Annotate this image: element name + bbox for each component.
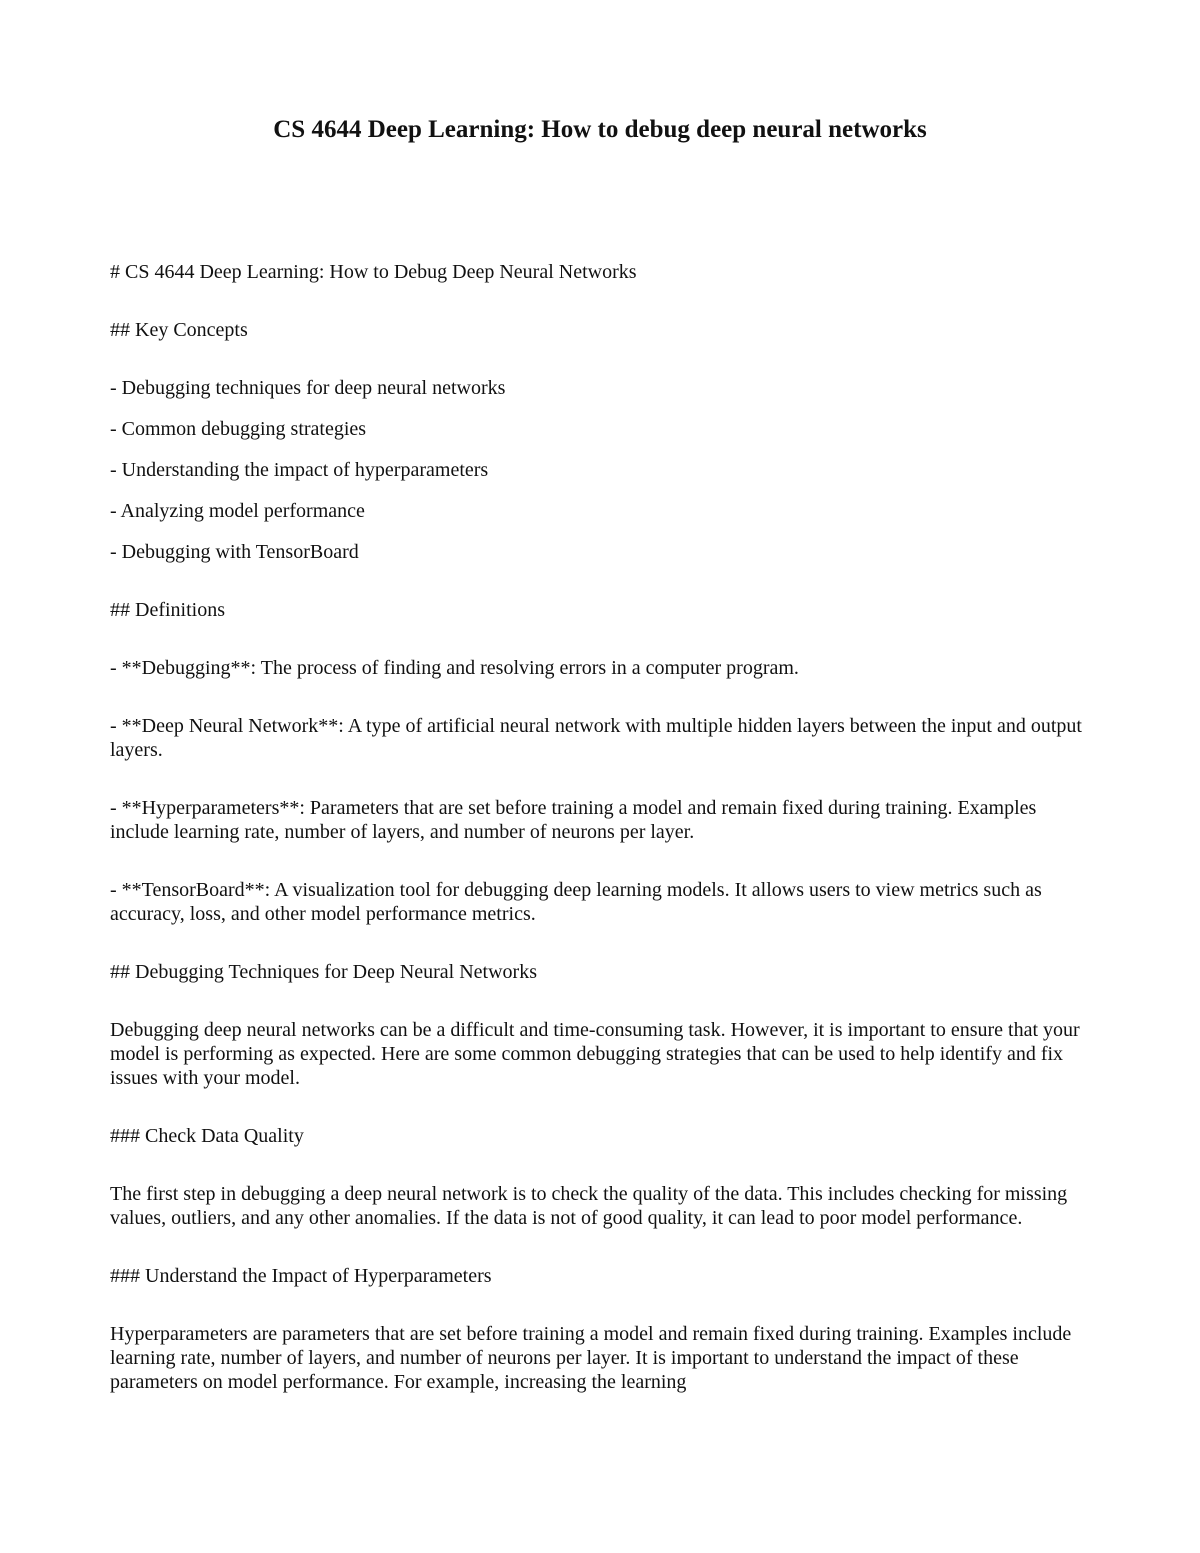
definition-item: - **Deep Neural Network**: A type of artificial neural network with multiple hidden layers between the input and output layers. [110, 715, 1082, 761]
key-concept-item: - Debugging techniques for deep neural networks [110, 377, 506, 399]
hyperparameters-heading: ### Understand the Impact of Hyperparameters [110, 1265, 492, 1287]
key-concept-item: - Analyzing model performance [110, 500, 365, 522]
markdown-heading-1: # CS 4644 Deep Learning: How to Debug Deep Neural Networks [110, 261, 637, 283]
definitions-heading: ## Definitions [110, 599, 225, 621]
techniques-heading: ## Debugging Techniques for Deep Neural Networks [110, 961, 538, 983]
data-quality-heading: ### Check Data Quality [110, 1125, 304, 1147]
key-concept-item: - Common debugging strategies [110, 418, 367, 440]
key-concept-item: - Debugging with TensorBoard [110, 541, 359, 563]
techniques-intro-paragraph: Debugging deep neural networks can be a difficult and time-consuming task. However, it is important to ensure that your model is performing as expected. Here are some common debugging strategies that can be used to help identify and fix issues with your model. [110, 1019, 1080, 1089]
definition-item: - **Debugging**: The process of finding and resolving errors in a computer program. [110, 657, 799, 679]
definition-item: - **Hyperparameters**: Parameters that are set before training a model and remain fixed during training. Examples include learning rate, number of layers, and number of neurons per layer. [110, 797, 1037, 843]
document-body [110, 260, 1095, 1428]
data-quality-paragraph: The first step in debugging a deep neural network is to check the quality of the data. This includes checking for missing values, outliers, and any other anomalies. If the data is not of good quality, it can lead to poor model performance. [110, 1183, 1068, 1229]
key-concept-item: - Understanding the impact of hyperparameters [110, 459, 489, 481]
hyperparameters-paragraph: Hyperparameters are parameters that are set before training a model and remain fixed during training. Examples include learning rate, number of layers, and number of neurons per layer. It is important to understand the impact of these parameters on model performance. For example, increasing the learning [110, 1323, 1072, 1393]
key-concepts-heading: ## Key Concepts [110, 319, 248, 341]
definition-item: - **TensorBoard**: A visualization tool for debugging deep learning models. It allows users to view metrics such as accuracy, loss, and other model performance metrics. [110, 879, 1042, 925]
document-title: CS 4644 Deep Learning: How to debug deep neural networks [273, 116, 927, 143]
